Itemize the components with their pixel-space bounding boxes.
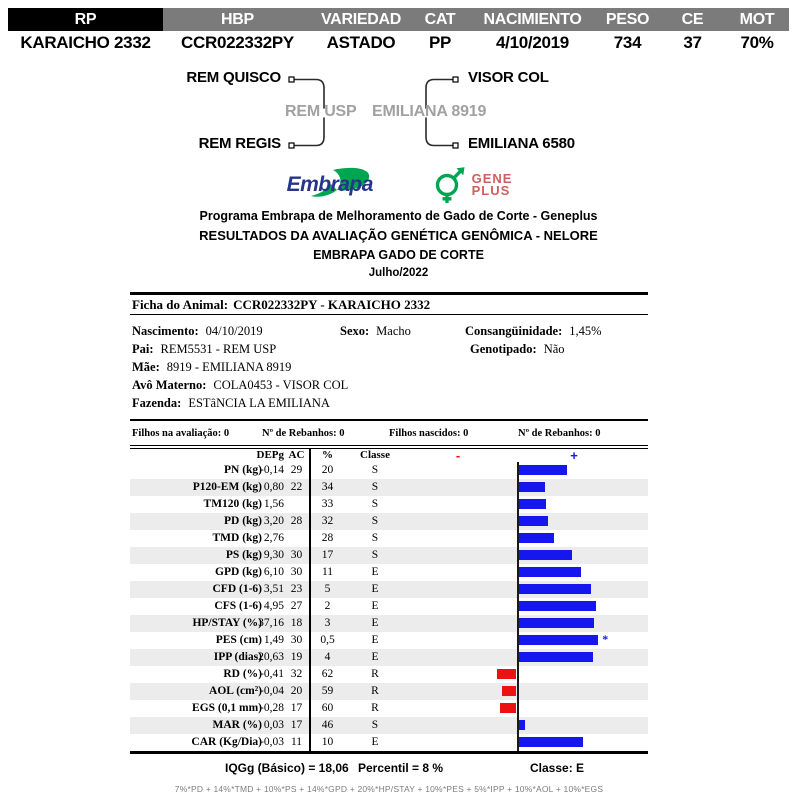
depg-value: -20,63 xyxy=(254,651,284,663)
pct-value: 60 xyxy=(321,702,334,714)
field-sexo xyxy=(340,322,411,340)
trait-label: MAR (%) xyxy=(212,719,262,731)
program-title: Programa Embrapa de Melhoramento de Gado de Corte - Geneplus xyxy=(199,209,598,223)
depg-value: -0,28 xyxy=(260,702,284,714)
trait-label: PN (kg) xyxy=(223,464,262,476)
field-genotipado xyxy=(470,340,565,358)
ac-value: 17 xyxy=(290,719,303,731)
classe-value: E xyxy=(371,566,379,578)
classe-value: R xyxy=(371,702,379,714)
classe-value: S xyxy=(371,498,379,510)
depg-value: 6,10 xyxy=(263,566,284,578)
positive-bar xyxy=(519,465,567,475)
trait-label: PES (cm) xyxy=(215,634,262,646)
field-label: Sexo: xyxy=(340,324,370,338)
field-nascimento xyxy=(132,322,263,340)
pct-value: 5 xyxy=(324,583,331,595)
top-header-peso: PESO xyxy=(595,8,660,31)
top-header-cat: CAT xyxy=(410,8,470,31)
trait-label: IPP (dias) xyxy=(213,651,262,663)
trait-label: P120-EM (kg) xyxy=(192,481,262,493)
ac-value: 30 xyxy=(290,549,303,561)
divider-bottom xyxy=(130,751,648,754)
results-title: RESULTADOS DA AVALIAÇÃO GENÉTICA GENÔMICA - NELORE xyxy=(199,228,598,243)
positive-bar xyxy=(519,516,548,526)
top-table-value-row xyxy=(8,31,789,55)
field-value: 1,45% xyxy=(569,324,602,338)
pct-value: 11 xyxy=(321,566,334,578)
dep-row-car xyxy=(130,734,648,751)
pedigree-tree xyxy=(150,62,670,162)
offspring-item: Nº de Rebanhos: 0 xyxy=(518,428,601,439)
detail-row xyxy=(130,322,648,340)
field-value: REM5531 - REM USP xyxy=(160,342,277,356)
detail-row xyxy=(130,340,648,358)
institution-title: EMBRAPA GADO DE CORTE xyxy=(313,248,484,262)
offspring-item: Filhos nascidos: 0 xyxy=(389,428,469,439)
trait-label: PD (kg) xyxy=(223,515,262,527)
field-label: Fazenda: xyxy=(132,396,182,410)
top-summary-table xyxy=(8,8,789,55)
geneplus-word-plus: PLUS xyxy=(471,183,511,198)
trait-label: PS (kg) xyxy=(225,549,262,561)
classe-value: E xyxy=(371,600,379,612)
top-header-rp: RP xyxy=(8,8,163,31)
field-label: Pai: xyxy=(132,342,154,356)
pedigree-dam: EMILIANA 8919 xyxy=(372,103,487,120)
positive-bar xyxy=(519,652,593,662)
trait-label: RD (%) xyxy=(223,668,262,680)
pct-value: 3 xyxy=(324,617,331,629)
classe-value: E xyxy=(371,617,379,629)
ac-value: 23 xyxy=(290,583,303,595)
dep-row-gpd xyxy=(130,564,648,581)
dep-row-mar xyxy=(130,717,648,734)
detail-row xyxy=(130,394,648,412)
field-label: Nascimento: xyxy=(132,324,199,338)
positive-bar xyxy=(519,737,583,747)
index-formula: 7%*PD + 14%*TMD + 10%*PS + 14%*GPD + 20%*HP/STAY + 10%*PES + 5%*IPP + 10%*AOL + 10%*EGS xyxy=(174,784,604,794)
depg-value: 3,20 xyxy=(263,515,284,527)
ficha-label: Ficha do Animal: xyxy=(132,297,229,312)
ficha-value: CCR022332PY - KARAICHO 2332 xyxy=(233,297,431,312)
depg-value: 4,95 xyxy=(263,600,284,612)
classe-value: S xyxy=(371,719,379,731)
trait-label: CAR (Kg/Dia) xyxy=(191,736,262,748)
pedigree-dam-sire: VISOR COL xyxy=(468,69,549,86)
header-ac: AC xyxy=(288,449,305,461)
positive-bar xyxy=(519,482,545,492)
offspring-item: Nº de Rebanhos: 0 xyxy=(262,428,345,439)
pct-value: 62 xyxy=(321,668,334,680)
header-minus-marker: - xyxy=(455,448,461,463)
classe-value: E xyxy=(371,634,379,646)
pct-value: 10 xyxy=(321,736,334,748)
ac-value: 28 xyxy=(290,515,303,527)
pct-value: 46 xyxy=(321,719,334,731)
classe-value: S xyxy=(371,515,379,527)
dep-row-rd xyxy=(130,666,648,683)
header-plus-marker: + xyxy=(570,448,578,463)
field-avo-materno xyxy=(132,376,348,394)
field-value: 04/10/2019 xyxy=(205,324,263,338)
depg-value: -0,04 xyxy=(260,685,284,697)
pct-value: 33 xyxy=(321,498,334,510)
field-pai xyxy=(132,340,276,358)
ac-value: 19 xyxy=(290,651,303,663)
trait-label: CFS (1-6) xyxy=(214,600,262,612)
top-header-ce: CE xyxy=(660,8,725,31)
report-date: Julho/2022 xyxy=(368,267,429,279)
detail-row xyxy=(130,358,648,376)
top-value-nacimiento: 4/10/2019 xyxy=(496,33,569,52)
classe-value: S xyxy=(371,464,379,476)
ac-value: 30 xyxy=(290,634,303,646)
bar-asterisk: * xyxy=(602,632,609,646)
embrapa-wordmark: Embrapa xyxy=(286,173,373,196)
geneplus-logo xyxy=(431,165,513,205)
dep-row-pn xyxy=(130,462,648,479)
positive-bar xyxy=(519,601,596,611)
dep-row-cfd xyxy=(130,581,648,598)
classe-value: R xyxy=(371,668,379,680)
offspring-summary xyxy=(130,421,648,445)
field-mae xyxy=(132,358,291,376)
trait-label: EGS (0,1 mm) xyxy=(192,702,262,714)
animal-id-header xyxy=(130,295,648,314)
top-value-rp: KARAICHO 2332 xyxy=(20,33,151,52)
trait-label: HP/STAY (%) xyxy=(192,617,262,629)
top-value-hbp: CCR022332PY xyxy=(181,33,294,52)
top-value-peso: 734 xyxy=(613,33,642,52)
logos-row xyxy=(0,163,797,207)
dep-row-egs xyxy=(130,700,648,717)
offspring-item: Filhos na avaliação: 0 xyxy=(132,428,230,439)
pct-value: 2 xyxy=(324,600,331,612)
embrapa-logo xyxy=(285,167,407,203)
positive-bar xyxy=(519,499,546,509)
dep-row-tm120 xyxy=(130,496,648,513)
field-consanguinidade xyxy=(465,322,602,340)
depg-value: -0,03 xyxy=(260,736,284,748)
pct-value: 0,5 xyxy=(320,634,335,646)
top-value-ce: 37 xyxy=(683,33,702,52)
positive-bar xyxy=(519,584,591,594)
geneplus-symbol-icon xyxy=(431,165,467,205)
top-header-variedad: VARIEDAD xyxy=(312,8,410,31)
dep-row-aol xyxy=(130,683,648,700)
ac-value: 29 xyxy=(290,464,303,476)
depg-value: 0,03 xyxy=(263,719,284,731)
pct-value: 4 xyxy=(324,651,331,663)
pedigree-sire-dam: REM REGIS xyxy=(198,135,281,152)
pct-value: 20 xyxy=(321,464,334,476)
geneplus-wordmark xyxy=(472,173,513,197)
pct-value: 28 xyxy=(321,532,334,544)
field-value: COLA0453 - VISOR COL xyxy=(213,378,349,392)
top-value-variedad: ASTADO xyxy=(326,33,396,52)
dep-row-p120em xyxy=(130,479,648,496)
top-header-hbp: HBP xyxy=(163,8,312,31)
positive-bar xyxy=(519,635,598,645)
positive-bar xyxy=(519,567,581,577)
pct-value: 34 xyxy=(321,481,334,493)
positive-bar xyxy=(519,618,594,628)
dep-table xyxy=(130,449,648,751)
classe-value: E xyxy=(371,583,379,595)
header-pct: % xyxy=(322,449,333,461)
dep-row-ipp xyxy=(130,649,648,666)
dep-row-pd xyxy=(130,513,648,530)
classe-value: Classe: E xyxy=(530,761,585,775)
depg-value: -0,41 xyxy=(260,668,284,680)
trait-label: TM120 (kg) xyxy=(203,498,262,510)
ac-value: 11 xyxy=(290,736,303,748)
top-header-nacimiento: NACIMIENTO xyxy=(470,8,595,31)
ac-value: 22 xyxy=(290,481,303,493)
classe-value: S xyxy=(371,481,379,493)
ac-value: 32 xyxy=(290,668,303,680)
ac-value: 27 xyxy=(290,600,303,612)
field-value: 8919 - EMILIANA 8919 xyxy=(166,360,292,374)
classe-value: R xyxy=(371,685,379,697)
index-summary xyxy=(130,761,648,781)
negative-bar xyxy=(500,703,516,713)
depg-value: 37,16 xyxy=(258,617,284,629)
trait-label: AOL (cm²) xyxy=(209,685,262,697)
dep-row-cfs xyxy=(130,598,648,615)
pct-value: 32 xyxy=(321,515,334,527)
ac-value: 30 xyxy=(290,566,303,578)
detail-row xyxy=(130,376,648,394)
depg-value: 1,49 xyxy=(263,634,284,646)
field-label: Avô Materno: xyxy=(132,378,207,392)
report-titles xyxy=(0,209,797,284)
field-value: Macho xyxy=(376,324,411,338)
depg-value: 1,56 xyxy=(263,498,284,510)
dep-table-rows xyxy=(130,462,648,751)
pedigree-sire: REM USP xyxy=(285,103,357,120)
geneplus-word-gene: GENE xyxy=(471,171,513,186)
field-value: ESTâNCIA LA EMILIANA xyxy=(188,396,330,410)
classe-value: E xyxy=(371,651,379,663)
dep-table-header xyxy=(130,449,648,462)
depg-value: 0,80 xyxy=(263,481,284,493)
top-value-mot: 70% xyxy=(740,33,774,52)
dep-row-ps xyxy=(130,547,648,564)
classe-value: S xyxy=(371,532,379,544)
positive-bar xyxy=(519,550,572,560)
depg-value: 2,76 xyxy=(263,532,284,544)
animal-details xyxy=(130,315,648,419)
header-depg: DEPg xyxy=(256,449,284,461)
pedigree-sire-sire: REM QUISCO xyxy=(186,69,281,86)
dep-column-divider xyxy=(309,449,311,751)
positive-bar xyxy=(519,533,554,543)
field-label: Mãe: xyxy=(132,360,160,374)
field-fazenda xyxy=(132,394,330,412)
pedigree-dam-dam: EMILIANA 6580 xyxy=(468,135,575,152)
top-value-cat: PP xyxy=(428,33,452,52)
depg-value: 3,51 xyxy=(263,583,284,595)
percentil-value: Percentil = 8 % xyxy=(358,761,444,775)
top-table-header-row xyxy=(8,8,789,31)
field-label: Consangüinidade: xyxy=(465,324,563,338)
pct-value: 59 xyxy=(321,685,334,697)
field-value: Não xyxy=(543,342,565,356)
ac-value: 20 xyxy=(290,685,303,697)
dep-row-hpstay xyxy=(130,615,648,632)
dep-bar-axis xyxy=(517,462,519,751)
animal-report-card xyxy=(130,292,648,794)
positive-bar xyxy=(519,720,525,730)
dep-row-tmd xyxy=(130,530,648,547)
negative-bar xyxy=(497,669,516,679)
header-classe: Classe xyxy=(360,449,390,461)
ac-value: 18 xyxy=(290,617,303,629)
negative-bar xyxy=(502,686,516,696)
depg-value: -0,14 xyxy=(260,464,284,476)
dep-row-pes xyxy=(130,632,648,649)
trait-label: TMD (kg) xyxy=(212,532,262,544)
classe-value: E xyxy=(371,736,379,748)
trait-label: CFD (1-6) xyxy=(212,583,262,595)
depg-value: 9,30 xyxy=(263,549,284,561)
pct-value: 17 xyxy=(321,549,334,561)
iqgg-value: IQGg (Básico) = 18,06 xyxy=(225,761,349,775)
field-label: Genotipado: xyxy=(470,342,537,356)
ac-value: 17 xyxy=(290,702,303,714)
trait-label: GPD (kg) xyxy=(215,566,262,578)
top-header-mot: MOT xyxy=(725,8,789,31)
classe-value: S xyxy=(371,549,379,561)
